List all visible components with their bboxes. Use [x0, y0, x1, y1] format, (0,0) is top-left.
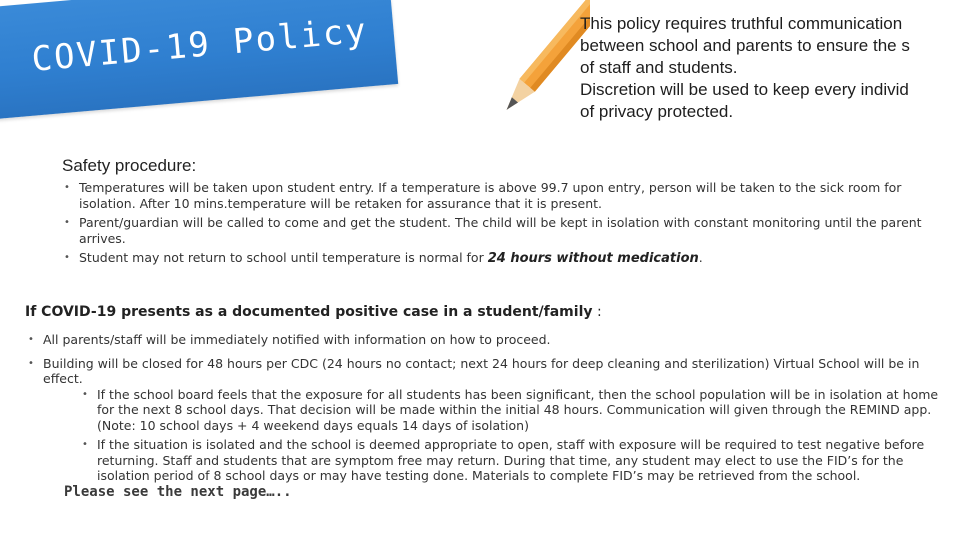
- intro-line: This policy requires truthful communication: [580, 14, 903, 33]
- safety-item-text: Parent/guardian will be called to come and get the student. The child will be kept in isolation with constant monitoring until the parent arrives.: [79, 215, 922, 246]
- sub-list-item: [79, 387, 943, 434]
- covid-heading: [25, 304, 602, 320]
- safety-heading-text: Safety procedure: [62, 156, 192, 175]
- list-item: [25, 356, 943, 484]
- covid-sub-item-text: If the situation is isolated and the school is deemed appropriate to open, staff with exposure will be required to test negative before returning. Staff and students that are symptom free may return. During that time, any student may elect to use the FID’s for the isolation period of 8 school days or may have testing done. Materials to complete FID’s may be retrieved from the school.: [97, 437, 925, 483]
- safety-list: [62, 180, 942, 271]
- list-item: [25, 332, 943, 348]
- pencil-icon: [490, 0, 590, 140]
- list-item: [62, 180, 942, 211]
- page-title: COVID-19 Policy: [30, 10, 370, 80]
- emphasis-period: .: [698, 250, 703, 265]
- policy-intro: [580, 13, 960, 123]
- safety-item-text: Student may not return to school until temperature is normal for: [79, 250, 488, 265]
- intro-line: between school and parents to ensure the s: [580, 36, 910, 55]
- list-item: [62, 250, 942, 267]
- intro-line: of staff and students.: [580, 58, 738, 77]
- covid-sub-item-text: If the school board feels that the exposure for all students has been significant, then the school population will be in isolation at home for the next 8 school days. That decision will be made within the initial 48 hours. Communication will given through the REMIND app. (Note: 10 school days + 4 weekend days equals 14 days of isolation): [97, 386, 939, 433]
- covid-heading-colon: :: [592, 304, 602, 320]
- covid-heading-bold: If COVID-19 presents as a documented positive case in a student/family: [25, 304, 593, 320]
- emphasis-text: 24 hours without medication: [487, 251, 699, 266]
- safety-item-text: Temperatures will be taken upon student entry. If a temperature is above 99.7 upon entry, person will be taken to the sick room for isolation. After 10 mins.temperature will be retaken for assurance that it is present.: [79, 180, 902, 211]
- covid-item-text: All parents/staff will be immediately notified with information on how to proceed.: [43, 332, 551, 347]
- covid-sub-list: [43, 387, 943, 484]
- intro-line: of privacy protected.: [580, 102, 734, 121]
- covid-list: [25, 332, 943, 492]
- safety-heading: [62, 156, 196, 176]
- covid-item-text: Building will be closed for 48 hours per CDC (24 hours no contact; next 24 hours for deep cleaning and sterilization) Virtual School will be in effect.: [43, 355, 920, 386]
- list-item: [62, 215, 942, 246]
- next-page-note: Please see the next page…..: [64, 484, 292, 500]
- safety-heading-colon: :: [191, 156, 197, 175]
- sub-list-item: [79, 437, 943, 484]
- intro-line: Discretion will be used to keep every individ: [580, 80, 909, 99]
